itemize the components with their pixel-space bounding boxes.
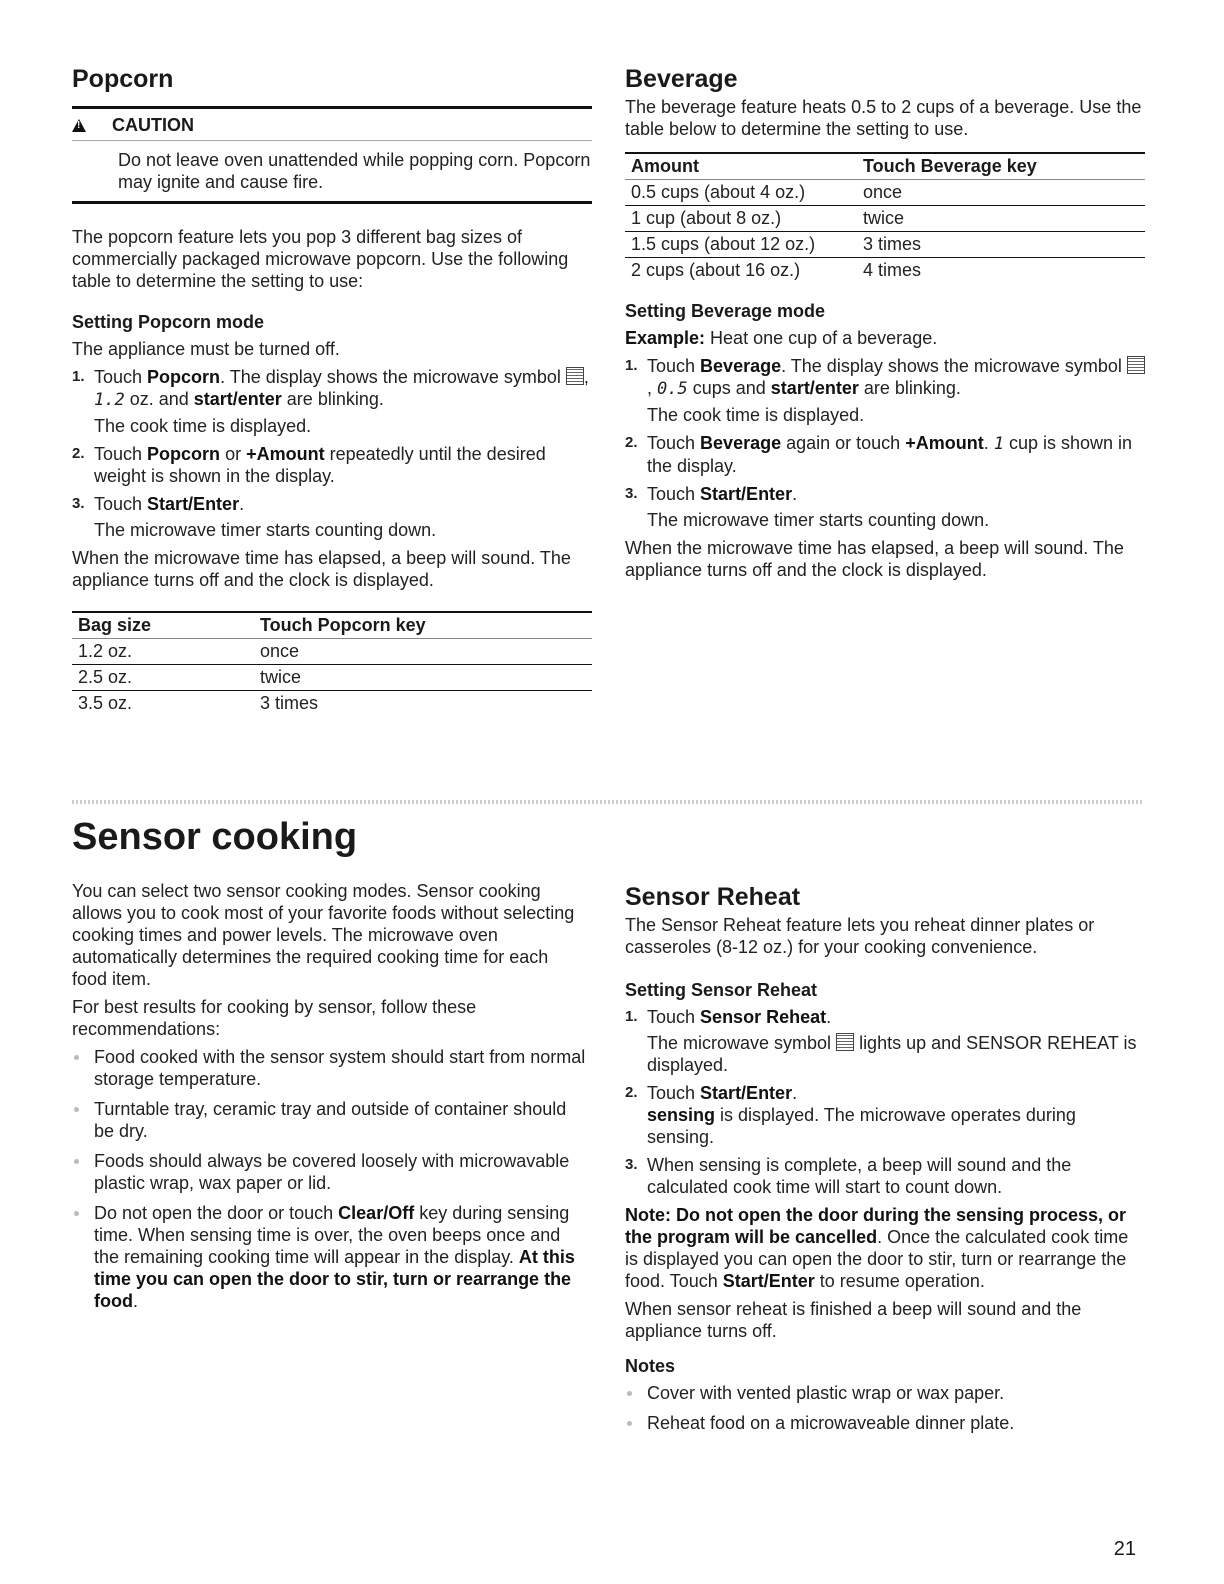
popcorn-intro: The popcorn feature lets you pop 3 different bag sizes of commercially packaged microwave popcorn. Use the following table to determine the setting to use: <box>72 227 569 291</box>
caution-header <box>72 109 592 141</box>
list-item: Cover with vented plastic wrap or wax paper. <box>625 1382 1145 1404</box>
beverage-example: Example: Heat one cup of a beverage. <box>625 328 938 348</box>
beverage-title: Beverage <box>625 65 738 93</box>
popcorn-table <box>72 611 592 716</box>
sensor-reheat-steps <box>625 1006 1145 1198</box>
notes-list <box>625 1382 1145 1434</box>
sensor-reheat-section <box>625 880 1145 1442</box>
sensor-cooking-section <box>72 880 587 1320</box>
sensor-reheat-title: Sensor Reheat <box>625 883 801 911</box>
list-item: Reheat food on a microwaveable dinner plate. <box>625 1412 1145 1434</box>
table-row: 1 cup (about 8 oz.) twice <box>625 206 1145 232</box>
sensor-cooking-intro: You can select two sensor cooking modes. Sensor cooking allows you to cook most of your favorite foods without selecting cooking times and power levels. The microwave oven automatically determines the required cooking time for each food item. <box>72 881 575 989</box>
beverage-step-3: 3. Touch Start/Enter. The microwave timer starts counting down. <box>625 484 990 530</box>
page-number: 21 <box>1113 1538 1136 1560</box>
notes-title: Notes <box>625 1356 676 1376</box>
microwave-symbol-icon <box>836 1033 854 1051</box>
table-row: 3.5 oz. 3 times <box>78 693 319 713</box>
popcorn-setting-title: Setting Popcorn mode <box>72 312 265 332</box>
caution-box <box>72 106 592 204</box>
sensor-reheat-setting-title: Setting Sensor Reheat <box>625 980 818 1000</box>
popcorn-step-3: 3. Touch Start/Enter. The microwave timer starts counting down. <box>72 494 437 540</box>
list-item: Foods should always be covered loosely with microwavable plastic wrap, wax paper or lid. <box>72 1150 587 1194</box>
list-item: Do not open the door or touch Clear/Off key during sensing time. When sensing time is over, the oven beeps once and the remaining cooking time will appear in the display. At this time you can open the door to stir, turn or rearrange the food. <box>72 1202 587 1312</box>
beverage-table <box>625 152 1145 283</box>
table-header-row: Amount Touch Beverage key <box>625 153 1145 180</box>
list-item: Food cooked with the sensor system should start from normal storage temperature. <box>72 1046 587 1090</box>
display-digits: 1.2 <box>94 390 125 410</box>
microwave-symbol-icon <box>566 367 584 385</box>
display-digits: 0.5 <box>657 379 688 399</box>
section-divider <box>72 800 1142 804</box>
microwave-symbol-icon <box>1127 356 1145 374</box>
popcorn-section <box>72 62 592 716</box>
table-row: 1.2 oz. once <box>72 639 592 665</box>
beverage-section <box>625 62 1145 587</box>
sensor-reheat-finish: When sensor reheat is finished a beep will sound and the appliance turns off. <box>625 1299 1082 1341</box>
popcorn-step-1: 1. Touch Popcorn. The display shows the microwave symbol , 1.2 oz. and start/enter are blinking. The cook time is displayed. <box>72 367 589 436</box>
beverage-step-2: 2. Touch Beverage again or touch +Amount. 1 cup is shown in the display. <box>625 433 1133 476</box>
beverage-step-1: 1. Touch Beverage. The display shows the microwave symbol , 0.5 cups and start/enter are blinking. The cook time is displayed. <box>625 355 1145 426</box>
sensor-cooking-bullets <box>72 1046 587 1312</box>
caution-title: CAUTION <box>112 115 194 135</box>
table-row: 2.5 oz. twice <box>72 665 592 691</box>
popcorn-steps <box>72 366 592 541</box>
display-digits: 1 <box>993 434 1004 454</box>
warning-icon <box>72 119 86 132</box>
popcorn-setting-intro: The appliance must be turned off. <box>72 339 340 359</box>
sensor-reheat-step-3: 3. When sensing is complete, a beep will sound and the calculated cook time will start to count down. <box>625 1155 1072 1197</box>
table-header-row: Bag size Touch Popcorn key <box>72 612 592 639</box>
popcorn-title: Popcorn <box>72 65 174 93</box>
table-row: 1.5 cups (about 12 oz.) 3 times <box>625 232 1145 258</box>
table-row: 0.5 cups (about 4 oz.) once <box>625 180 1145 206</box>
beverage-outro: When the microwave time has elapsed, a beep will sound. The appliance turns off and the clock is displayed. <box>625 538 1124 580</box>
sensor-reheat-step-2: 2. Touch Start/Enter. sensing is displayed. The microwave operates during sensing. <box>625 1083 1076 1147</box>
table-row: 2 cups (about 16 oz.) 4 times <box>631 260 922 280</box>
sensor-reheat-note: Note: Do not open the door during the sensing process, or the program will be cancelled. Once the calculated cook time is displayed you can open the door to stir, turn or rearrange the food. Touch Start/Enter to resume operation. <box>625 1205 1129 1291</box>
beverage-steps <box>625 355 1145 531</box>
beverage-intro: The beverage feature heats 0.5 to 2 cups of a beverage. Use the table below to determine the setting to use. <box>625 97 1142 139</box>
caution-text: Do not leave oven unattended while popping corn. Popcorn may ignite and cause fire. <box>118 150 591 192</box>
popcorn-outro: When the microwave time has elapsed, a beep will sound. The appliance turns off and the clock is displayed. <box>72 548 571 590</box>
popcorn-step-2: 2. Touch Popcorn or +Amount repeatedly until the desired weight is shown in the display. <box>72 444 546 486</box>
sensor-cooking-recommend: For best results for cooking by sensor, follow these recommendations: <box>72 997 477 1039</box>
beverage-setting-title: Setting Beverage mode <box>625 301 826 321</box>
sensor-reheat-step-1: 1. Touch Sensor Reheat. The microwave symbol lights up and SENSOR REHEAT is displayed. <box>625 1007 1137 1075</box>
sensor-cooking-title: Sensor cooking <box>72 816 358 858</box>
sensor-reheat-intro: The Sensor Reheat feature lets you reheat dinner plates or casseroles (8-12 oz.) for your cooking convenience. <box>625 915 1095 957</box>
list-item: Turntable tray, ceramic tray and outside of container should be dry. <box>72 1098 587 1142</box>
